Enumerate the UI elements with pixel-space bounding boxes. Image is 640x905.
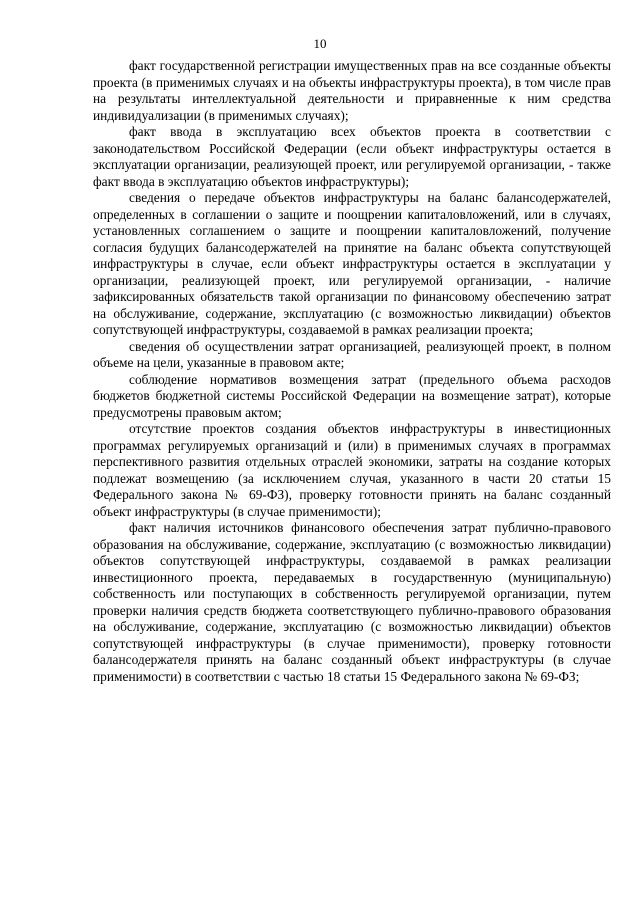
document-body xyxy=(93,58,611,685)
paragraph: факт наличия источников финансового обеспечения затрат публично-правового образования на обслуживание, содержание, эксплуатацию (с возможностью ликвидации) объектов сопутствующей инфраструктуры, создаваемой в рамках реализации инвестиционного проекта, передаваемых в государственную (муниципальную) собственность или поступающих в собственность регулируемой организации, путем проверки наличия средств бюджета соответствующего публично-правового образования на обслуживание, содержание, эксплуатацию (с возможностью ликвидации) объектов сопутствующей инфраструктуры (в случае применимости), проверку готовности балансодержателя принять на баланс созданный объект инфраструктуры (в случае применимости) в соответствии с частью 18 статьи 15 Федерального закона № 69-ФЗ; xyxy=(93,520,611,684)
paragraph: факт ввода в эксплуатацию всех объектов проекта в соответствии с законодательством Российской Федерации (если объект инфраструктуры остается в эксплуатации организации, реализующей проект, или регулируемой организации, - также факт ввода в эксплуатацию объектов инфраструктуры); xyxy=(93,124,611,189)
paragraph: отсутствие проектов создания объектов инфраструктуры в инвестиционных программах регулируемых организаций и (или) в применимых случаях в программах перспективного развития отдельных отраслей экономики, затраты на создание которых подлежат возмещению (за исключением случая, указанного в части 20 статьи 15 Федерального закона № 69-ФЗ), проверку готовности принять на баланс созданный объект инфраструктуры (в случае применимости); xyxy=(93,421,611,519)
page-number: 10 xyxy=(313,36,327,51)
paragraph: соблюдение нормативов возмещения затрат (предельного объема расходов бюджетов бюджетной системы Российской Федерации на возмещение затрат), которые предусмотрены правовым актом; xyxy=(93,371,611,420)
paragraph: сведения о передаче объектов инфраструктуры на баланс балансодержателей, определенных в соглашении о защите и поощрении капиталовложений, или в случаях, установленных соглашением о защите и поощрении капиталовложений, получение согласия будущих балансодержателей на принятие на баланс объекта сопутствующей инфраструктуры в случае, если объект инфраструктуры остается в эксплуатации у организации, реализующей проект, или регулируемой организации, - наличие зафиксированных обязательств такой организации по финансовому обеспечению затрат на обслуживание, содержание, эксплуатацию (с возможностью ликвидации) объектов сопутствующей инфраструктуры, создаваемой в рамках реализации проекта; xyxy=(93,190,611,337)
paragraph: факт государственной регистрации имущественных прав на все созданные объекты проекта (в применимых случаях и на объекты инфраструктуры проекта), в том числе прав на результаты интеллектуальной деятельности и приравненные к ним средства индивидуализации (в применимых случаях); xyxy=(93,58,611,123)
paragraph: сведения об осуществлении затрат организацией, реализующей проект, в полном объеме на цели, указанные в правовом акте; xyxy=(93,338,611,370)
